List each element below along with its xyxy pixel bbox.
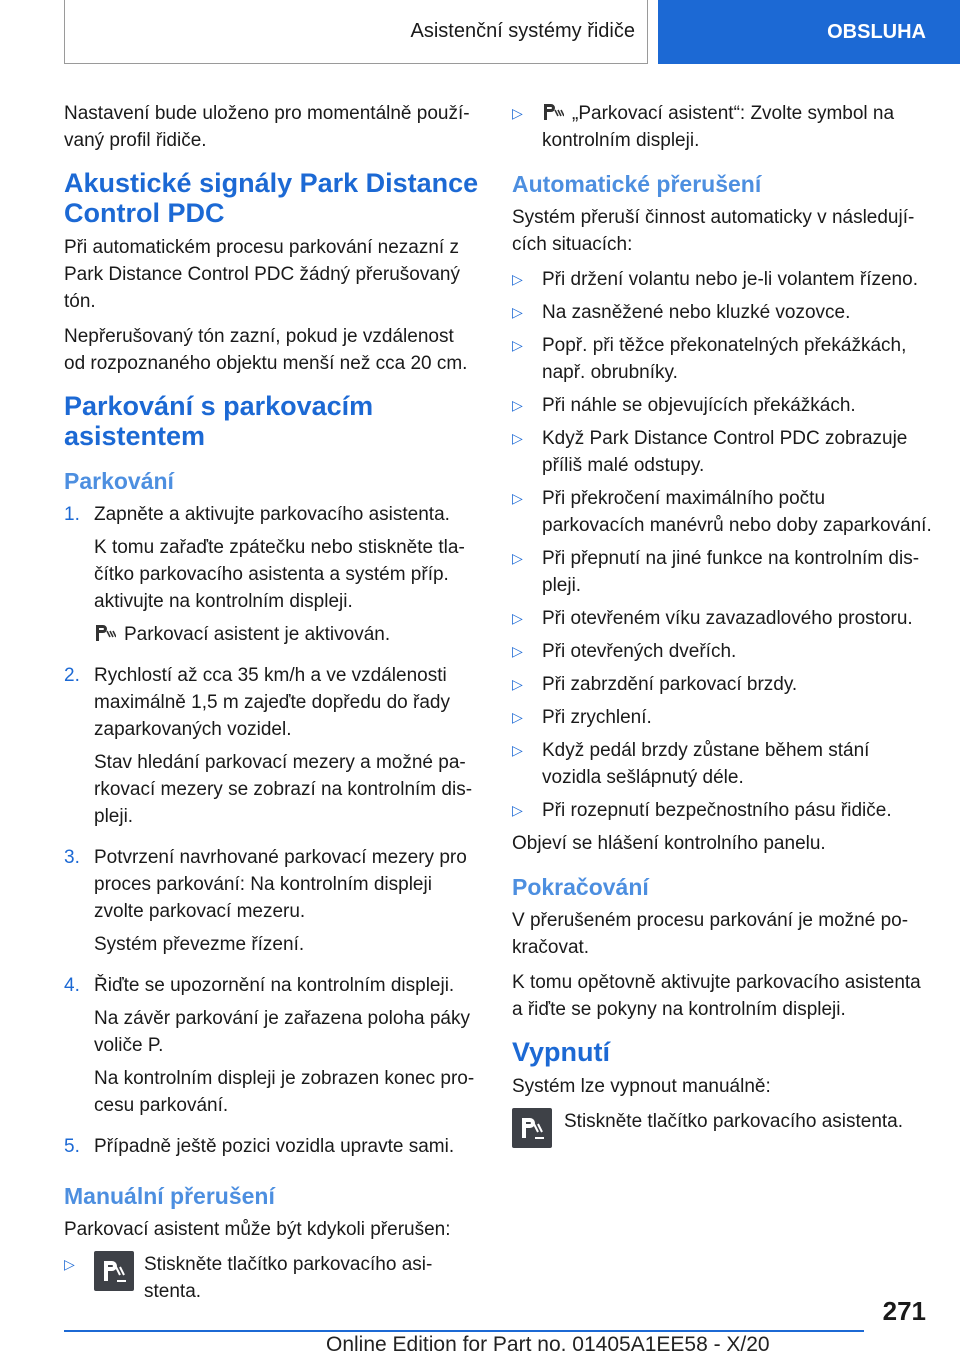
switch-off-text: Stiskněte tlačítko parkovacího asistenta.: [564, 1111, 904, 1132]
step-number: 1.: [64, 504, 80, 525]
page-number: 271: [882, 1296, 926, 1326]
list-item: [512, 605, 932, 632]
list-item-text: Při otevřených dveřích.: [542, 641, 737, 662]
bullet-triangle-icon: ▷: [512, 742, 523, 758]
step-text: Stav hledání parkovací mezery a možné parkovací mezery se zobrazí na kontrolním displeji.: [94, 752, 473, 827]
list-item: [512, 485, 932, 539]
list-item-text: Při zabrzdění parkovací brzdy.: [542, 674, 798, 695]
list-item-text: Popř. při těžce překonatelných překážkách, např. obrubníky.: [542, 335, 907, 383]
list-item-text: Při otevřeném víku zavazadlového prostoru.: [542, 608, 913, 629]
step-icon-note: [94, 621, 480, 648]
list-item: [512, 737, 932, 791]
step-number: 5.: [64, 1136, 80, 1157]
bullet-triangle-icon: ▷: [512, 337, 523, 353]
bullet-triangle-icon: ▷: [512, 709, 523, 725]
list-item-text: Když pedál brzdy zůstane během stání vozidla sešlápnutý déle.: [542, 740, 870, 788]
heading-parking: Parkování: [64, 468, 174, 494]
auto-paragraph: Systém přeruší činnost automaticky v následujících situacích:: [512, 207, 915, 255]
step-text: Zapněte a aktivujte parkovacího asistenta.: [94, 504, 450, 525]
symbol-bullet: [512, 100, 932, 154]
heading-pdc-signals: Akustické signály Park Distance Control PDC: [64, 168, 479, 228]
step-number: 2.: [64, 665, 80, 686]
list-item-text: Když Park Distance Control PDC zobrazuje příliš malé odstupy.: [542, 428, 908, 476]
list-item: [512, 392, 932, 419]
chapter-tab[interactable]: [658, 0, 960, 64]
list-item-text: Při překročení maximálního počtu parkovacích manévrů nebo doby zaparkování.: [542, 488, 932, 536]
list-item: [512, 545, 932, 599]
park-assist-button-icon: [94, 1251, 134, 1291]
bullet-triangle-icon: ▷: [512, 430, 523, 446]
step-text: Potvrzení navrhované parkovací mezery pro proces parkování: Na kontrolním displeji zvolte parkovací mezeru.: [94, 847, 467, 922]
heading-park-assist: Parkování s parkovacím asistentem: [64, 391, 374, 451]
list-item-text: Při zrychlení.: [542, 707, 652, 728]
list-item: [512, 425, 932, 479]
bullet-triangle-icon: ▷: [512, 304, 523, 320]
list-item: [512, 671, 932, 698]
bullet-triangle-icon: ▷: [512, 802, 523, 818]
list-item: [512, 797, 932, 824]
heading-continue: Pokračování: [512, 874, 649, 900]
footer-divider: [64, 1330, 864, 1332]
manual-bullet: [64, 1251, 480, 1305]
step-text: Rychlostí až cca 35 km/h a ve vzdálenosti maximálně 1,5 m zajeďte dopředu do řady zaparkovaných vozidel.: [94, 665, 450, 740]
pdc-paragraph-1: Při automatickém procesu parkování nezazní z Park Distance Control PDC žádný přerušovaný tón.: [64, 237, 461, 312]
step-text: Na závěr parkování je zařazena poloha páky voliče P.: [94, 1008, 471, 1056]
bullet-triangle-icon: ▷: [512, 397, 523, 413]
heading-auto-interrupt: Automatické přerušení: [512, 171, 762, 197]
pdc-paragraph-2: Nepřerušovaný tón zazní, pokud je vzdálenost od rozpoznaného objektu menší než cca 20 cm.: [64, 326, 468, 374]
step-number: 4.: [64, 975, 80, 996]
list-item-text: Na zasněžené nebo kluzké vozovce.: [542, 302, 851, 323]
section-title: Asistenční systémy řidiče: [410, 20, 635, 42]
bullet-triangle-icon: ▷: [512, 105, 523, 121]
list-item-text: Při náhle se objevujících překážkách.: [542, 395, 856, 416]
chapter-label: OBSLUHA: [827, 20, 926, 43]
step-text: K tomu zařaďte zpátečku nebo stiskněte tlačítko parkovacího asistenta a systém příp. aktivujte na kontrolním displeji.: [94, 537, 465, 612]
list-item: [512, 704, 932, 731]
list-item: [512, 638, 932, 665]
park-assist-active-text: Parkovací asistent je aktivován.: [124, 624, 391, 645]
list-item-text: Při přepnutí na jiné funkce na kontrolním displeji.: [542, 548, 920, 596]
step-2: [64, 662, 480, 836]
continue-paragraph-1: V přerušeném procesu parkování je možné pokračovat.: [512, 910, 909, 958]
step-5: [64, 1133, 480, 1166]
intro-text: Nastavení bude uloženo pro momentálně používaný profil řidiče.: [64, 103, 470, 151]
bullet-triangle-icon: ▷: [512, 271, 523, 287]
continue-paragraph-2: K tomu opětovně aktivujte parkovacího asistenta a řiďte se pokyny na kontrolním displeji.: [512, 972, 921, 1020]
list-item-text: Při rozepnutí bezpečnostního pásu řidiče.: [542, 800, 892, 821]
switch-off-instruction: [512, 1108, 932, 1148]
step-3: [64, 844, 480, 964]
list-item: [512, 332, 932, 386]
right-column: [512, 100, 932, 1148]
manual-bullet-text: Stiskněte tlačítko parkovacího asistenta.: [144, 1254, 433, 1302]
step-text: Systém převezme řízení.: [94, 934, 305, 955]
switch-off-paragraph: Systém lze vypnout manuálně:: [512, 1076, 771, 1097]
step-text: Na kontrolním displeji je zobrazen konec procesu parkování.: [94, 1068, 475, 1116]
auto-after-text: Objeví se hlášení kontrolního panelu.: [512, 833, 826, 854]
bullet-triangle-icon: ▷: [512, 490, 523, 506]
symbol-bullet-text: „Parkovací asistent“: Zvolte symbol na kontrolním displeji.: [542, 103, 895, 151]
step-text: Případně ještě pozici vozidla upravte sami.: [94, 1136, 455, 1157]
park-assist-icon: [542, 102, 564, 122]
left-column: [64, 100, 480, 1311]
park-assist-button-icon: [512, 1108, 552, 1148]
bullet-triangle-icon: ▷: [512, 550, 523, 566]
step-text: Řiďte se upozornění na kontrolním displeji.: [94, 975, 455, 996]
heading-switch-off: Vypnutí: [512, 1037, 610, 1067]
bullet-triangle-icon: ▷: [512, 643, 523, 659]
list-item: [512, 266, 932, 293]
bullet-triangle-icon: ▷: [512, 676, 523, 692]
step-4: [64, 972, 480, 1125]
heading-manual-interrupt: Manuální přerušení: [64, 1183, 275, 1209]
manual-paragraph: Parkovací asistent může být kdykoli přerušen:: [64, 1219, 451, 1240]
bullet-triangle-icon: ▷: [512, 610, 523, 626]
park-assist-icon: [94, 623, 116, 643]
bullet-triangle-icon: ▷: [64, 1256, 75, 1272]
header-section-title: [64, 0, 648, 64]
list-item: [512, 299, 932, 326]
step-number: 3.: [64, 847, 80, 868]
list-item-text: Při držení volantu nebo je-li volantem řízeno.: [542, 269, 918, 290]
step-1: [64, 501, 480, 654]
footer-edition: Online Edition for Part no. 01405A1EE58 - X/20: [326, 1333, 770, 1356]
